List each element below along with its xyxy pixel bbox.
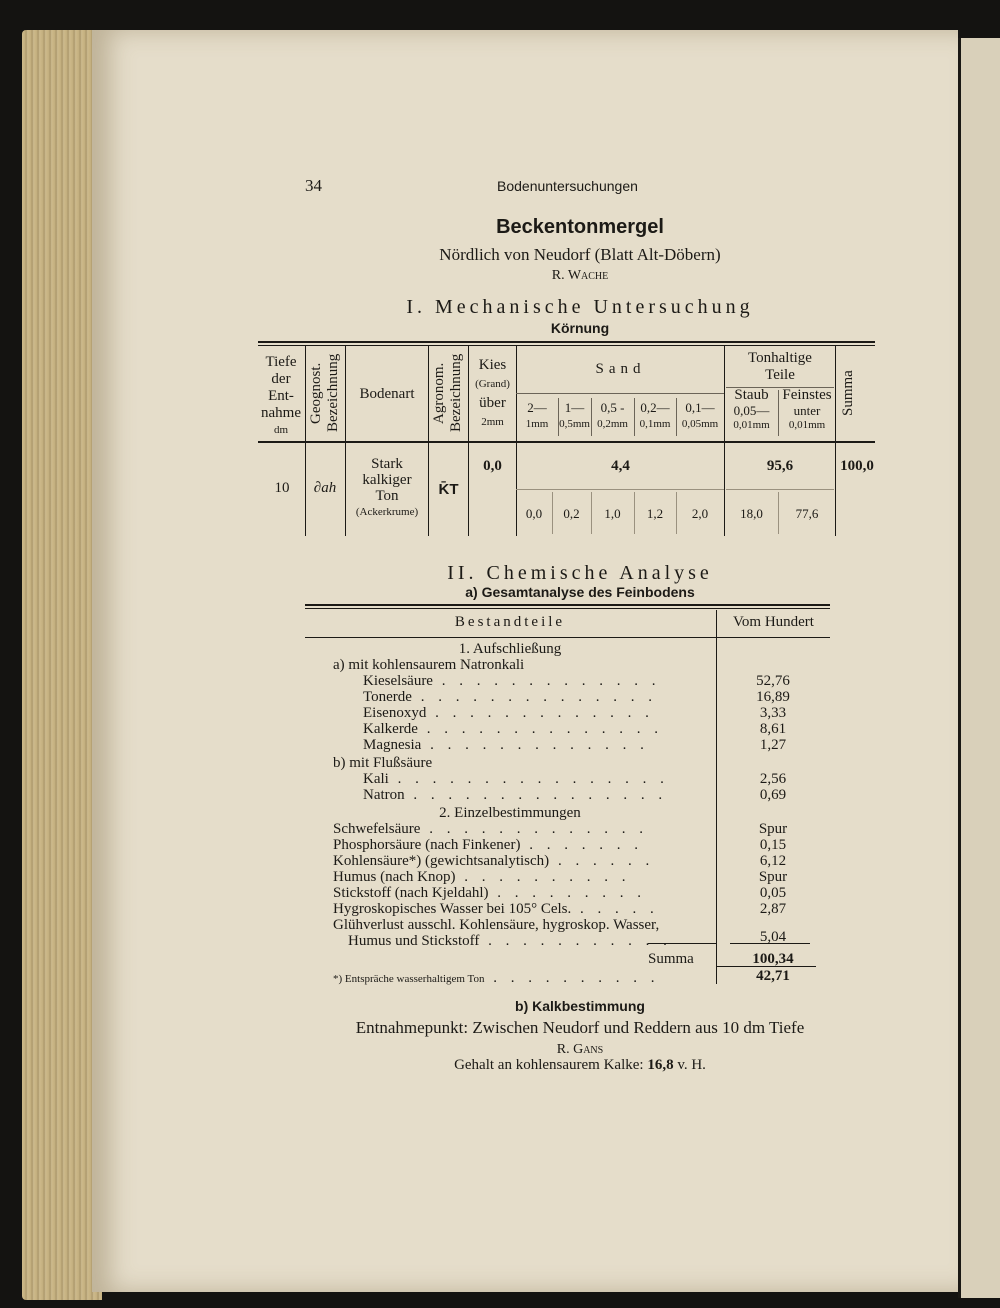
bodenart-line: Stark	[371, 456, 403, 472]
gluh-line1: Glühverlust ausschl. Kohlensäure, hygroskop. Wasser,	[333, 917, 660, 933]
row-sand-value: 1,0	[604, 506, 621, 521]
analysis-item: Phosphorsäure (nach Finkener) . . . . . . .	[333, 837, 643, 853]
kies-line: über	[479, 395, 506, 411]
tiefe-line: der	[271, 371, 291, 387]
row-agronom: K̄T	[438, 481, 459, 498]
col-tonhaltige	[725, 350, 835, 384]
gehalt-value: 16,8	[647, 1057, 674, 1073]
analysis-item: Tonerde . . . . . . . . . . . . . .	[363, 689, 657, 705]
item-value: 0,15	[759, 837, 787, 853]
table2-vline	[716, 610, 717, 984]
item-value: 6,12	[759, 853, 787, 869]
item-value: 3,33	[759, 705, 787, 721]
analysis-item: Eisenoxyd . . . . . . . . . . . . .	[363, 705, 654, 721]
page-edges	[22, 30, 102, 1300]
analysis-item: Humus (nach Knop) . . . . . . . . . .	[333, 869, 631, 885]
staub-line: 0,01mm	[733, 419, 770, 431]
analysis-item: Natron . . . . . . . . . . . . . . .	[363, 787, 668, 803]
item-label: Humus (nach Knop)	[333, 869, 456, 885]
summa-label: Summa	[648, 951, 694, 967]
running-title: Bodenuntersuchungen	[497, 178, 638, 194]
col-sand: Sand	[595, 361, 646, 377]
fraction-bottom: 0,5mm	[559, 418, 590, 430]
footnote-value: 42,71	[756, 968, 790, 984]
analysis-item: Kalkerde . . . . . . . . . . . . . .	[363, 721, 663, 737]
kies-line: (Grand)	[475, 378, 510, 390]
analysis-item: Stickstoff (nach Kjeldahl) . . . . . . . . .	[333, 885, 647, 901]
item-value: 52,76	[756, 673, 790, 689]
item-value: 1,27	[759, 737, 787, 753]
table1-row-dashrule	[726, 489, 834, 490]
table1-vline	[835, 346, 836, 536]
col-geognost: Geognost. Bezeichnung	[308, 353, 341, 433]
table2-header-rule	[305, 637, 830, 638]
row-kies: 0,0	[483, 458, 502, 474]
item-label: Tonerde	[363, 689, 412, 705]
group1-heading: 1. Aufschließung	[458, 641, 562, 657]
section1-subheading: Körnung	[550, 320, 610, 336]
row-sand-value: 0,2	[563, 506, 580, 521]
item-value: 2,87	[759, 901, 787, 917]
item-value: 5,04	[759, 929, 787, 945]
analysis-item: Hygroskopisches Wasser bei 105° Cels. . . . . .	[333, 901, 659, 917]
gehalt-line	[330, 1057, 830, 1074]
row-bodenart	[346, 456, 428, 520]
tiefe-line: Ent-	[268, 388, 294, 404]
item-label: Natron	[363, 787, 405, 803]
facing-page	[958, 38, 1000, 1298]
kies-line: Kies	[478, 357, 507, 373]
row-feinstes: 77,6	[795, 506, 819, 521]
row-geognost: ∂ah	[313, 480, 337, 496]
row-staub: 18,0	[740, 506, 763, 521]
fraction-top: 0,1—	[685, 400, 715, 415]
gehalt-suffix: v. H.	[673, 1057, 706, 1073]
row-tiefe: 10	[274, 480, 290, 496]
row-sand-value: 1,2	[646, 506, 664, 521]
table1-top-rule2	[258, 345, 875, 346]
ton-line: Tonhaltige	[748, 350, 812, 366]
item-value: 16,89	[756, 689, 790, 705]
summa-value: 100,34	[752, 951, 794, 967]
row-ton-total: 95,6	[766, 458, 794, 474]
row-summa: 100,0	[840, 458, 874, 474]
item-value: 0,69	[759, 787, 787, 803]
analysis-item: Schwefelsäure . . . . . . . . . . . . .	[333, 821, 648, 837]
feinstes-line: unter	[793, 403, 821, 418]
item-label: Magnesia	[363, 737, 422, 753]
table1-sand-rule	[516, 393, 724, 394]
row-sand-total: 4,4	[611, 458, 630, 474]
document-subtitle: Nördlich von Neudorf (Blatt Alt-Döbern)	[439, 245, 721, 264]
table1-vline	[428, 346, 429, 536]
author: R. Wache	[551, 268, 609, 283]
table1-top-rule	[258, 341, 875, 343]
staub-line: 0,05—	[733, 403, 770, 418]
fraction-bottom: 0,2mm	[597, 418, 628, 430]
col-feinstes	[779, 388, 835, 433]
col-bestandteile: Bestandteile	[454, 614, 566, 630]
col-bodenart: Bodenart	[359, 386, 415, 402]
sand-fraction	[516, 400, 558, 432]
document-title: Beckentonmergel	[496, 216, 664, 238]
sand-fraction	[558, 400, 591, 432]
tiefe-line: Tiefe	[265, 354, 297, 370]
bodenart-line: (Ackerkrume)	[355, 506, 419, 518]
sand-fraction	[591, 400, 634, 432]
col-summa: Summa	[840, 370, 856, 416]
item-label: Kohlensäure*) (gewichtsanalytisch)	[333, 853, 550, 869]
row-sand-value: 0,0	[525, 506, 543, 521]
analysis-item: Kali . . . . . . . . . . . . . . . .	[363, 771, 669, 787]
table2-top-rule2	[305, 608, 830, 609]
tiefe-unit: dm	[273, 424, 289, 436]
item-label: Humus und Stickstoff	[348, 933, 480, 949]
sand-fraction	[676, 400, 724, 432]
gehalt-prefix: Gehalt an kohlensaurem Kalke:	[454, 1057, 648, 1073]
col-vom-hundert: Vom Hundert	[733, 614, 814, 630]
entnahmepunkt: Entnahmepunkt: Zwischen Neudorf und Reddern aus 10 dm Tiefe	[355, 1018, 805, 1037]
item-label: Eisenoxyd	[363, 705, 427, 721]
fraction-top: 2—	[527, 400, 547, 415]
analysis-item: Magnesia . . . . . . . . . . . . .	[363, 737, 649, 753]
fraction-top: 0,5 -	[600, 400, 625, 415]
sand-fraction	[634, 400, 676, 432]
table1-header-rule	[258, 441, 875, 443]
item-label: Kieselsäure	[363, 673, 433, 689]
item-value: Spur	[758, 869, 788, 885]
section3-author: R. Gans	[556, 1042, 604, 1057]
fraction-bottom: 0,1mm	[639, 418, 671, 430]
col-staub	[725, 388, 778, 433]
item-value: 8,61	[759, 721, 787, 737]
item-label: Hygroskopisches Wasser bei 105° Cels.	[333, 901, 572, 917]
item-value: 2,56	[759, 771, 787, 787]
section2-subheading: a) Gesamtanalyse des Feinbodens	[465, 584, 695, 600]
section3-heading: b) Kalkbestimmung	[515, 998, 645, 1014]
item-label: Stickstoff (nach Kjeldahl)	[333, 885, 489, 901]
col-tiefe	[256, 354, 306, 439]
analysis-item: Humus und Stickstoff . . . . . . . . . . .	[348, 933, 672, 949]
footnote: *) Entspräche wasserhaltigem Ton . . . . . . . . . .	[333, 970, 660, 986]
section1-heading: I. Mechanische Untersuchung	[406, 296, 754, 318]
table1-row-dashrule	[516, 489, 724, 490]
feinstes-line: Feinstes	[782, 387, 832, 403]
group1a-heading: a) mit kohlensaurem Natronkali	[333, 657, 525, 673]
staub-line: Staub	[734, 387, 769, 403]
fraction-top: 1—	[564, 400, 585, 415]
kies-line: 2mm	[481, 416, 504, 428]
row-sand-value: 2,0	[691, 506, 709, 521]
footnote-label: *) Entspräche wasserhaltigem Ton	[333, 973, 485, 985]
fraction-top: 0,2—	[640, 400, 670, 415]
item-label: Phosphorsäure (nach Finkener)	[333, 837, 521, 853]
table2-top-rule	[305, 604, 830, 606]
bodenart-line: Ton	[375, 488, 399, 504]
item-label: Kali	[363, 771, 389, 787]
col-agronom: Agronom. Bezeichnung	[431, 353, 464, 433]
analysis-item: Kohlensäure*) (gewichtsanalytisch) . . . . . .	[333, 853, 655, 869]
section2-heading: II. Chemische Analyse	[447, 562, 713, 584]
bodenart-line: kalkiger	[362, 472, 412, 488]
fraction-bottom: 0,05mm	[681, 418, 719, 430]
item-label: Schwefelsäure	[333, 821, 421, 837]
tiefe-line: nahme	[261, 405, 301, 421]
feinstes-line: 0,01mm	[788, 419, 826, 431]
analysis-item: Kieselsäure . . . . . . . . . . . . .	[363, 673, 661, 689]
item-value: Spur	[758, 821, 788, 837]
fraction-bottom: 1mm	[525, 418, 549, 430]
group1b-heading: b) mit Flußsäure	[333, 755, 433, 771]
col-kies	[469, 356, 516, 432]
ton-line: Teile	[765, 367, 795, 383]
page-number: 34	[305, 176, 322, 195]
group2-heading: 2. Einzelbestimmungen	[439, 805, 581, 821]
item-value: 0,05	[759, 885, 787, 901]
item-label: Kalkerde	[363, 721, 418, 737]
